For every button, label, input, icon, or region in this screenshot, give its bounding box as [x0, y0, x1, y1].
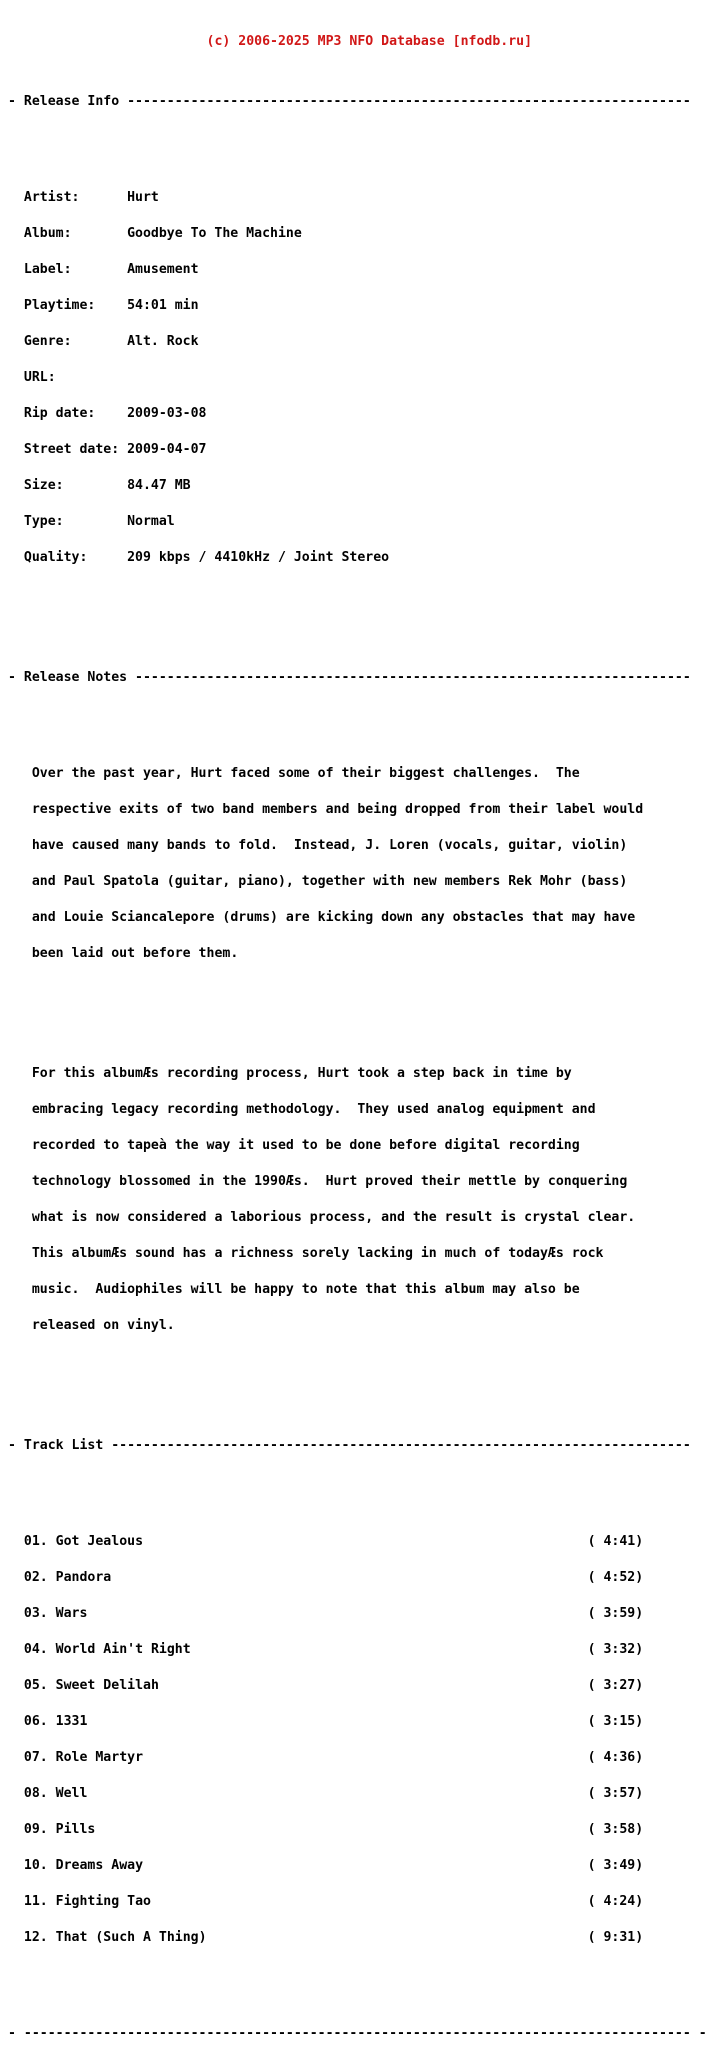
field-rip-date — [8, 408, 707, 420]
track-time: ( 4:52) — [587, 1570, 644, 1585]
track-title: Role Martyr — [55, 1750, 144, 1765]
field-value: Goodbye To The Machine — [127, 226, 302, 241]
track-list — [8, 1512, 707, 1968]
release-notes-paragraph-1 — [8, 744, 707, 984]
track-row — [8, 1932, 707, 1944]
track-title: World Ain't Right — [55, 1642, 191, 1657]
blank-line — [8, 708, 707, 720]
notes-line — [8, 1104, 707, 1116]
notes-text: embracing legacy recording methodology. They used analog equipment and — [31, 1102, 596, 1117]
release-notes-heading: - Release Notes ---------------------------------------------------------------------- — [8, 670, 691, 685]
notes-text: and Louie Sciancalepore (drums) are kicking down any obstacles that may have — [31, 910, 636, 925]
track-row — [8, 1680, 707, 1692]
track-number: 01. — [23, 1534, 48, 1549]
field-album — [8, 228, 707, 240]
blank-line — [8, 1008, 707, 1020]
notes-text: respective exits of two band members and being dropped from their label would — [31, 802, 644, 817]
track-number: 12. — [23, 1930, 48, 1945]
notes-text: have caused many bands to fold. Instead, J. Loren (vocals, guitar, violin) — [31, 838, 628, 853]
track-row — [8, 1608, 707, 1620]
notes-line — [8, 1248, 707, 1260]
notes-line — [8, 840, 707, 852]
notes-text: recorded to tapeà the way it used to be done before digital recording — [31, 1138, 580, 1153]
track-number: 06. — [23, 1714, 48, 1729]
track-row — [8, 1752, 707, 1764]
notes-text: and Paul Spatola (guitar, piano), together with new members Rek Mohr (bass) — [31, 874, 628, 889]
notes-text: released on vinyl. — [31, 1318, 175, 1333]
track-title: Got Jealous — [55, 1534, 144, 1549]
field-label-row — [8, 264, 707, 276]
notes-line — [8, 1320, 707, 1332]
track-row — [8, 1860, 707, 1872]
notes-text: been laid out before them. — [31, 946, 239, 961]
track-row — [8, 1644, 707, 1656]
field-label: Type: — [23, 514, 64, 529]
field-label: Size: — [23, 478, 64, 493]
field-label: Playtime: — [23, 298, 96, 313]
track-title: Fighting Tao — [55, 1894, 151, 1909]
track-time: ( 3:15) — [587, 1714, 644, 1729]
field-value: 84.47 MB — [127, 478, 191, 493]
field-label: Genre: — [23, 334, 72, 349]
release-notes-paragraph-2 — [8, 1044, 707, 1356]
track-row — [8, 1788, 707, 1800]
field-label: Rip date: — [23, 406, 96, 421]
track-time: ( 3:32) — [587, 1642, 644, 1657]
blank-line — [8, 1476, 707, 1488]
nfo-document — [8, 0, 707, 2052]
track-title: Wars — [55, 1606, 88, 1621]
field-value: Normal — [127, 514, 175, 529]
notes-line — [8, 912, 707, 924]
footer-rule: - ------------------------------------------------------------------------------------ - — [8, 2026, 707, 2041]
notes-line — [8, 876, 707, 888]
notes-line — [8, 1284, 707, 1296]
notes-text: Over the past year, Hurt faced some of their biggest challenges. The — [31, 766, 580, 781]
field-value: 2009-03-08 — [127, 406, 207, 421]
field-label: Artist: — [23, 190, 80, 205]
track-row — [8, 1824, 707, 1836]
release-info-heading: - Release Info ----------------------------------------------------------------------- — [8, 94, 691, 109]
track-title: Pills — [55, 1822, 96, 1837]
track-time: ( 9:31) — [587, 1930, 644, 1945]
field-label: URL: — [23, 370, 56, 385]
track-number: 11. — [23, 1894, 48, 1909]
notes-line — [8, 768, 707, 780]
blank-line — [8, 1380, 707, 1392]
field-genre — [8, 336, 707, 348]
field-label: Street date: — [23, 442, 120, 457]
track-row — [8, 1536, 707, 1548]
field-value: 54:01 min — [127, 298, 199, 313]
notes-line — [8, 804, 707, 816]
notes-line — [8, 1176, 707, 1188]
track-number: 10. — [23, 1858, 48, 1873]
field-url — [8, 372, 707, 384]
track-number: 03. — [23, 1606, 48, 1621]
field-value: Hurt — [127, 190, 159, 205]
track-time: ( 4:36) — [587, 1750, 644, 1765]
notes-text: music. Audiophiles will be happy to note that this album may also be — [31, 1282, 580, 1297]
track-number: 09. — [23, 1822, 48, 1837]
field-value: 209 kbps / 4410kHz / Joint Stereo — [127, 550, 390, 565]
track-number: 04. — [23, 1642, 48, 1657]
track-time: ( 3:27) — [587, 1678, 644, 1693]
track-time: ( 3:57) — [587, 1786, 644, 1801]
track-title: Dreams Away — [55, 1858, 144, 1873]
track-time: ( 4:24) — [587, 1894, 644, 1909]
track-row — [8, 1716, 707, 1728]
release-info-fields — [8, 168, 707, 588]
field-label: Album: — [23, 226, 72, 241]
track-time: ( 3:58) — [587, 1822, 644, 1837]
track-title: Pandora — [55, 1570, 112, 1585]
field-street-date — [8, 444, 707, 456]
notes-line — [8, 1068, 707, 1080]
track-row — [8, 1572, 707, 1584]
field-type — [8, 516, 707, 528]
track-row — [8, 1896, 707, 1908]
field-size — [8, 480, 707, 492]
track-title: Sweet Delilah — [55, 1678, 159, 1693]
track-time: ( 3:59) — [587, 1606, 644, 1621]
track-number: 05. — [23, 1678, 48, 1693]
notes-line — [8, 1140, 707, 1152]
field-value: 2009-04-07 — [127, 442, 207, 457]
field-playtime — [8, 300, 707, 312]
notes-line — [8, 1212, 707, 1224]
blank-line — [8, 1992, 707, 2004]
track-title: That (Such A Thing) — [55, 1930, 207, 1945]
field-quality — [8, 552, 707, 564]
track-title: Well — [55, 1786, 88, 1801]
field-value: Amusement — [127, 262, 199, 277]
track-title: 1331 — [55, 1714, 88, 1729]
notes-text: what is now considered a laborious process, and the result is crystal clear. — [31, 1210, 636, 1225]
track-number: 02. — [23, 1570, 48, 1585]
credit-text: (c) 2006-2025 MP3 NFO Database [nfodb.ru] — [206, 34, 533, 49]
field-artist — [8, 192, 707, 204]
notes-text: This albumÆs sound has a richness sorely lacking in much of todayÆs rock — [31, 1246, 604, 1261]
track-time: ( 4:41) — [587, 1534, 644, 1549]
field-label: Label: — [23, 262, 72, 277]
field-value: Alt. Rock — [127, 334, 199, 349]
track-number: 08. — [23, 1786, 48, 1801]
notes-line — [8, 948, 707, 960]
field-label: Quality: — [23, 550, 88, 565]
notes-text: technology blossomed in the 1990Æs. Hurt proved their mettle by conquering — [31, 1174, 628, 1189]
notes-text: For this albumÆs recording process, Hurt took a step back in time by — [31, 1066, 572, 1081]
track-list-heading: - Track List ------------------------------------------------------------------------- — [8, 1438, 691, 1453]
blank-line — [8, 132, 707, 144]
track-time: ( 3:49) — [587, 1858, 644, 1873]
track-number: 07. — [23, 1750, 48, 1765]
blank-line — [8, 612, 707, 624]
credit-line — [8, 36, 707, 48]
